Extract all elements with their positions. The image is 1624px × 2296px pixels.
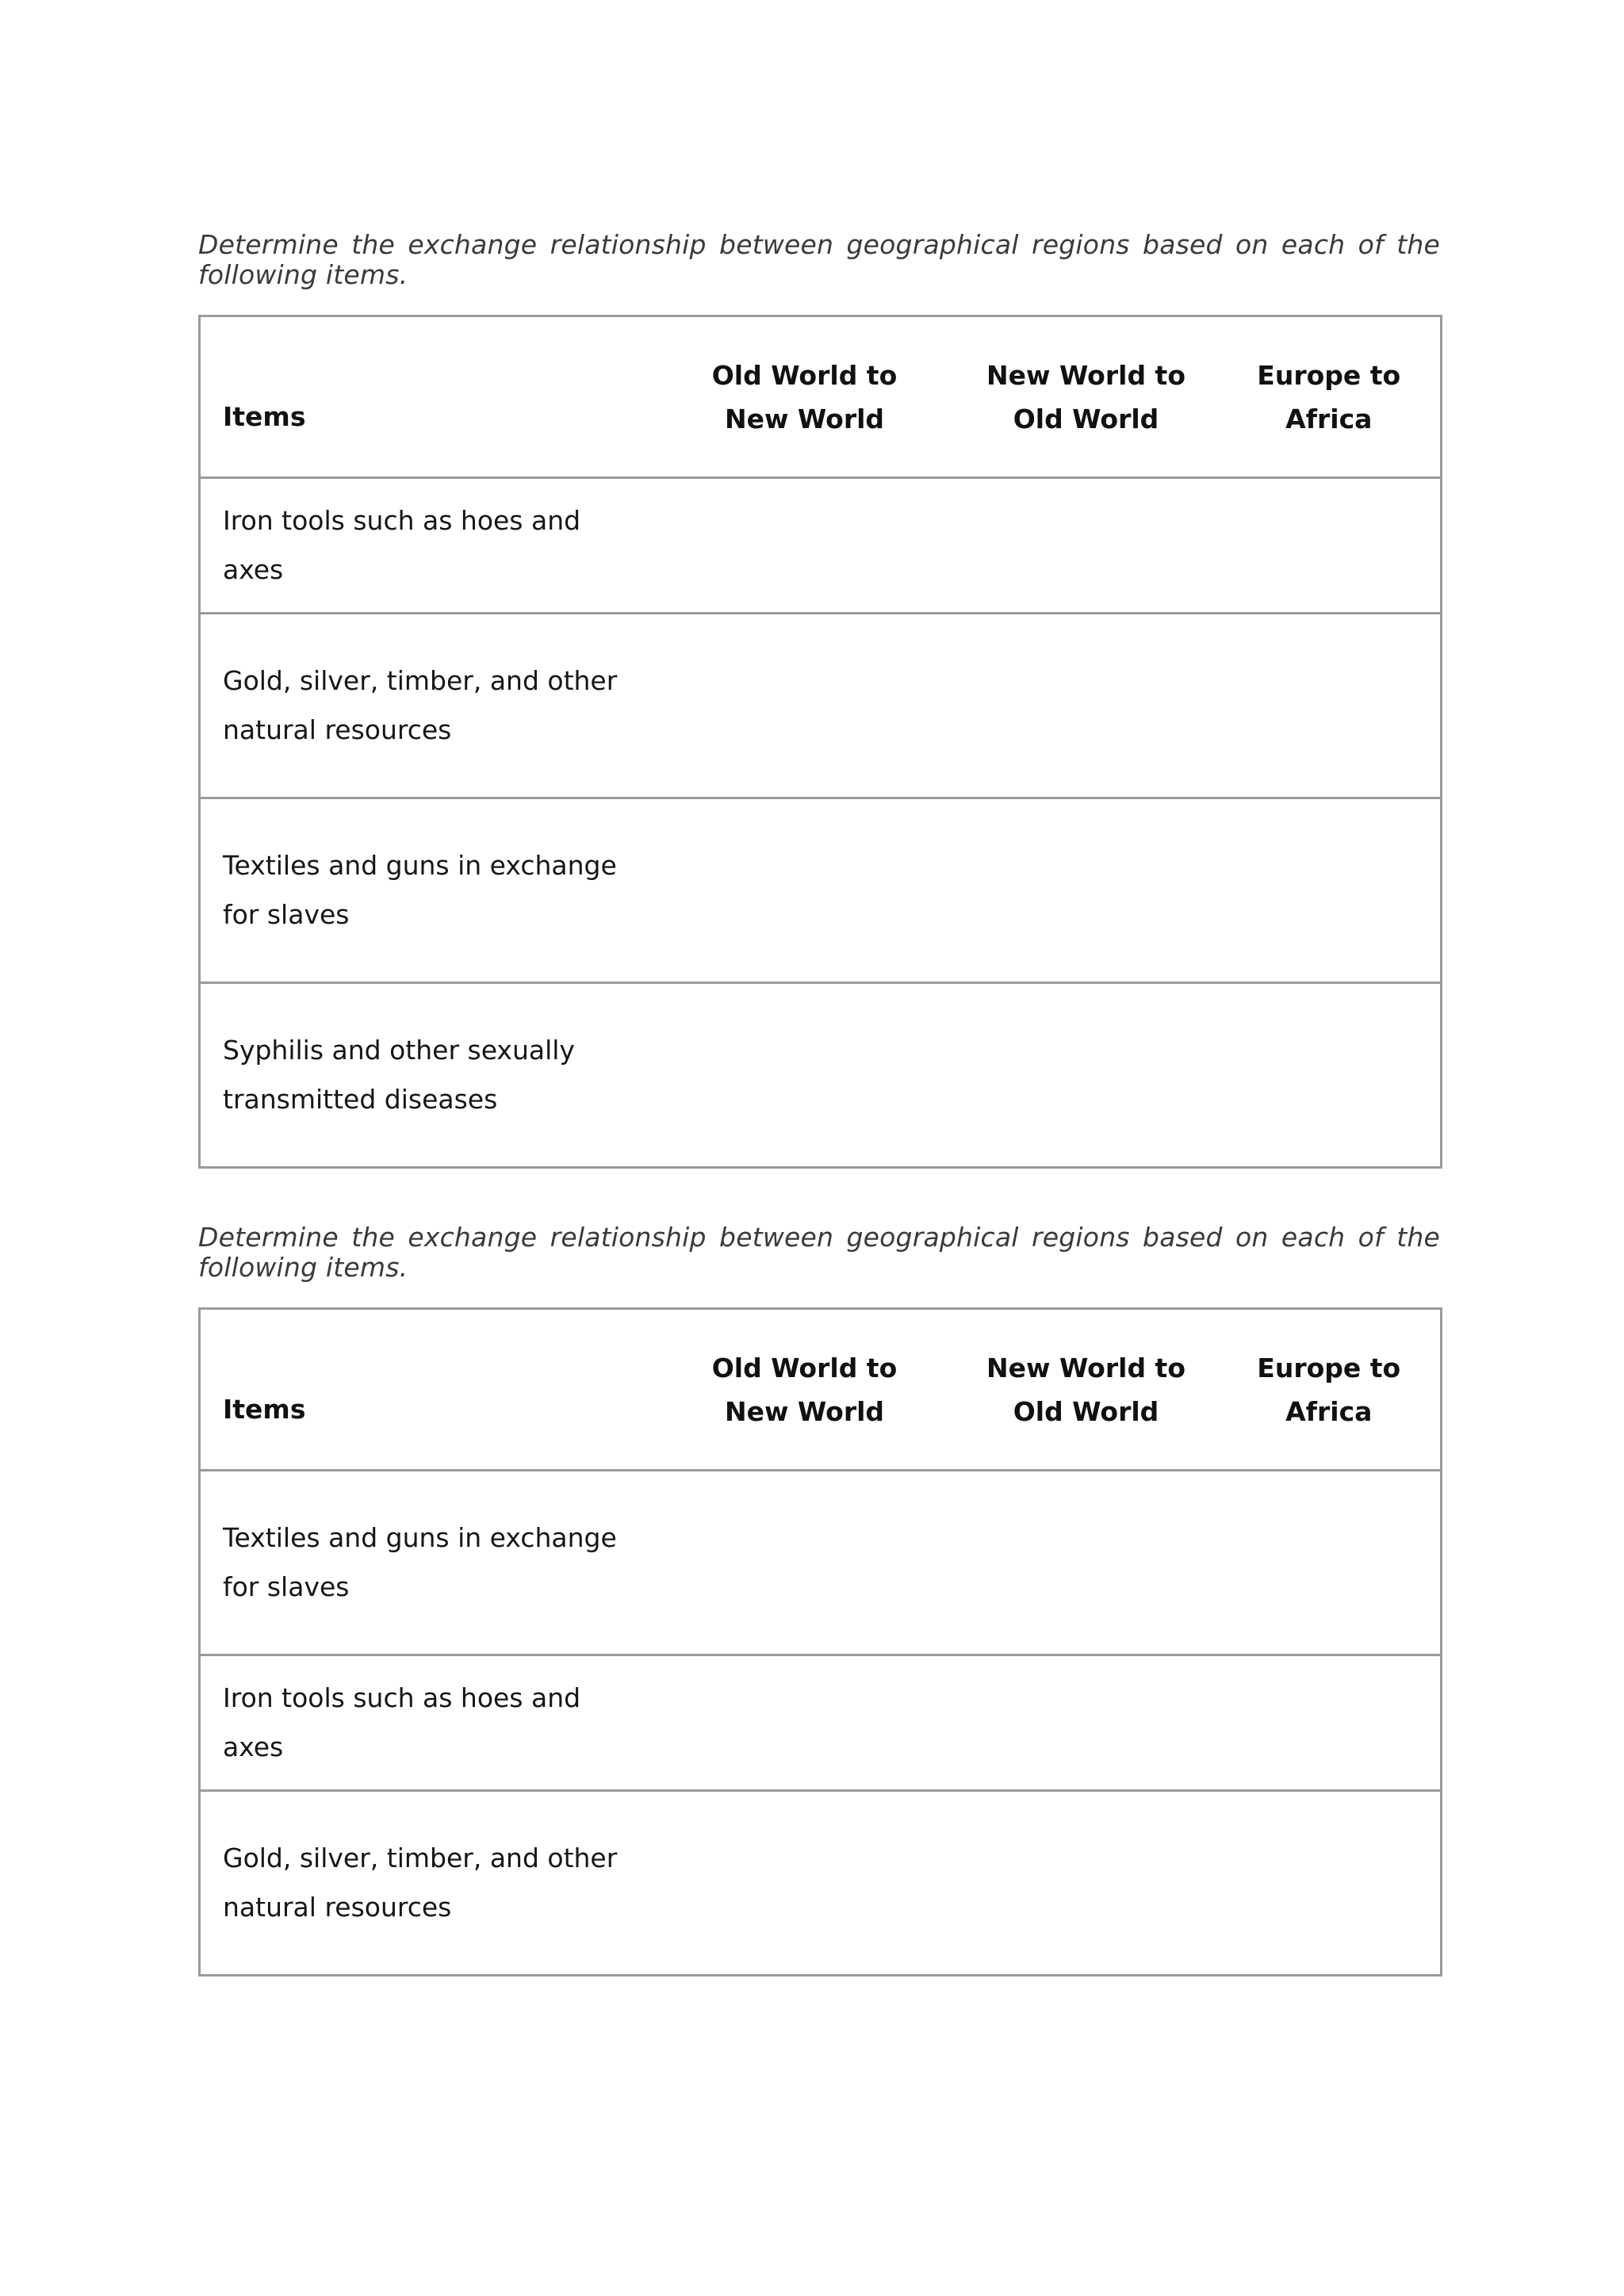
table-row <box>200 614 1442 798</box>
answer-cell-europe-to-africa[interactable] <box>1218 983 1442 1168</box>
header-new-to-old-line2: Old World <box>1013 1395 1159 1427</box>
answer-cell-new-to-old[interactable] <box>955 1471 1218 1655</box>
answer-cell-europe-to-africa[interactable] <box>1218 1655 1442 1791</box>
item-cell: Gold, silver, timber, and other natural resources <box>200 614 655 798</box>
answer-cell-old-to-new[interactable] <box>655 1791 955 1976</box>
header-europe-to-africa-line1: Europe to <box>1257 1352 1401 1383</box>
table-header-row <box>200 1309 1442 1471</box>
header-old-to-new-line1: Old World to <box>711 359 898 391</box>
table-row <box>200 1791 1442 1976</box>
item-cell: Syphilis and other sexually transmitted diseases <box>200 983 655 1168</box>
table-header-row <box>200 316 1442 478</box>
header-europe-to-africa-line2: Africa <box>1285 403 1373 434</box>
table-row <box>200 478 1442 614</box>
answer-cell-new-to-old[interactable] <box>955 983 1218 1168</box>
header-europe-to-africa <box>1218 316 1442 478</box>
answer-cell-old-to-new[interactable] <box>655 1655 955 1791</box>
answer-cell-new-to-old[interactable] <box>955 614 1218 798</box>
header-old-to-new-line1: Old World to <box>711 1352 898 1383</box>
header-old-to-new-line2: New World <box>724 1395 885 1427</box>
answer-cell-europe-to-africa[interactable] <box>1218 614 1442 798</box>
header-new-to-old-line1: New World to <box>986 359 1185 391</box>
answer-cell-old-to-new[interactable] <box>655 798 955 983</box>
answer-cell-europe-to-africa[interactable] <box>1218 1471 1442 1655</box>
answer-cell-old-to-new[interactable] <box>655 1471 955 1655</box>
header-new-to-old <box>955 316 1218 478</box>
item-cell: Textiles and guns in exchange for slaves <box>200 798 655 983</box>
header-old-to-new <box>655 316 955 478</box>
item-cell: Gold, silver, timber, and other natural resources <box>200 1791 655 1976</box>
header-items: Items <box>200 1309 655 1471</box>
answer-cell-new-to-old[interactable] <box>955 798 1218 983</box>
header-europe-to-africa <box>1218 1309 1442 1471</box>
answer-cell-new-to-old[interactable] <box>955 1791 1218 1976</box>
answer-cell-europe-to-africa[interactable] <box>1218 478 1442 614</box>
item-cell: Textiles and guns in exchange for slaves <box>200 1471 655 1655</box>
table-row <box>200 1655 1442 1791</box>
instruction-text: Determine the exchange relationship between geographical regions based on each of the following items. <box>198 1222 1440 1283</box>
answer-cell-europe-to-africa[interactable] <box>1218 1791 1442 1976</box>
item-cell: Iron tools such as hoes and axes <box>200 1655 655 1791</box>
answer-cell-new-to-old[interactable] <box>955 1655 1218 1791</box>
exchange-table <box>198 315 1442 1169</box>
header-old-to-new-line2: New World <box>724 403 885 434</box>
header-europe-to-africa-line1: Europe to <box>1257 359 1401 391</box>
answer-cell-old-to-new[interactable] <box>655 614 955 798</box>
exchange-table <box>198 1307 1442 1976</box>
table-row <box>200 983 1442 1168</box>
answer-cell-old-to-new[interactable] <box>655 478 955 614</box>
header-new-to-old <box>955 1309 1218 1471</box>
header-items: Items <box>200 316 655 478</box>
header-old-to-new <box>655 1309 955 1471</box>
answer-cell-new-to-old[interactable] <box>955 478 1218 614</box>
table-row <box>200 1471 1442 1655</box>
answer-cell-old-to-new[interactable] <box>655 983 955 1168</box>
answer-cell-europe-to-africa[interactable] <box>1218 798 1442 983</box>
table-row <box>200 798 1442 983</box>
header-europe-to-africa-line2: Africa <box>1285 1395 1373 1427</box>
instruction-text: Determine the exchange relationship between geographical regions based on each of the following items. <box>198 229 1440 290</box>
header-new-to-old-line1: New World to <box>986 1352 1185 1383</box>
item-cell: Iron tools such as hoes and axes <box>200 478 655 614</box>
header-new-to-old-line2: Old World <box>1013 403 1159 434</box>
